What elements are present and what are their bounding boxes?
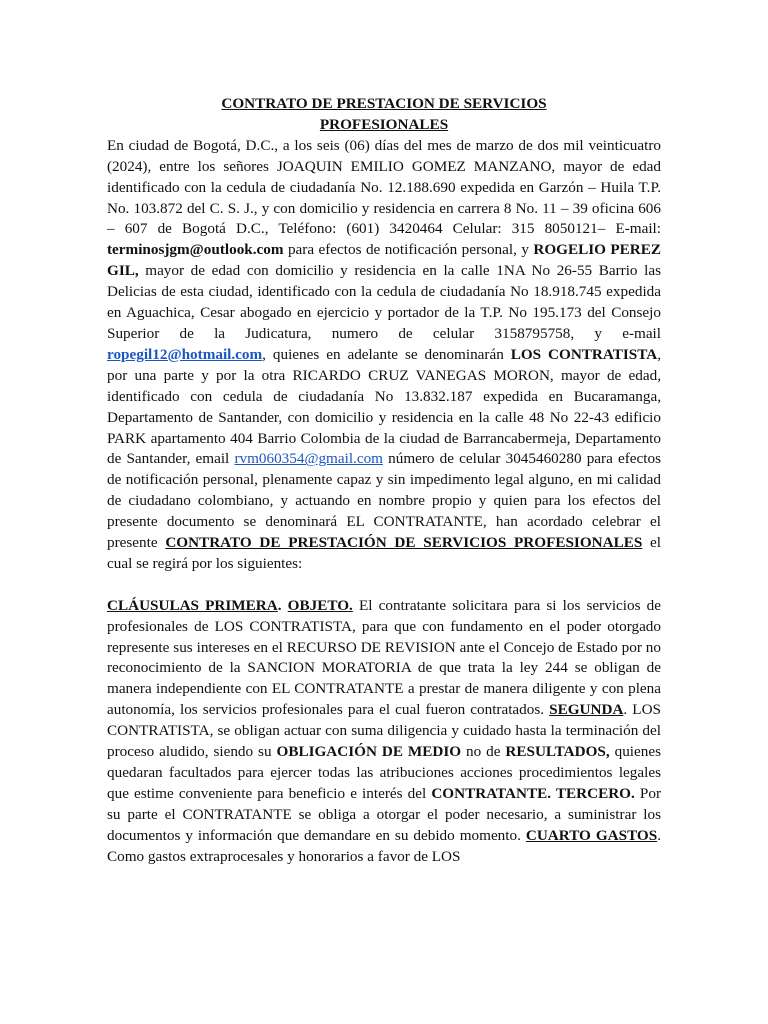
intro-text: número de celular 3045460280 para efectos de notificación personal, plenamente capaz y sin impedimento legal alguno, en mi calidad de ciudadano colombiano, y actuando en nombre propio y quien para los efectos del presente documento se denominará EL CONTRATANTE, han acordado celebrar el presente (107, 450, 661, 552)
intro-text: mayor de edad con domicilio y residencia en la calle 1NA No 26-55 Barrio las Delicias de esta ciudad, identificado con la cedula de ciudadanía No 18.918.745 expedida en Aguachica, Cesar abogado en ejercicio y portador de la T.P. No 195.173 del Consejo Superior de la Judicatura, numero de celular 3158795758, y e-mail (107, 262, 661, 342)
title-line-2: PROFESIONALES (319, 115, 449, 133)
paragraph-gap (107, 575, 661, 596)
title-line-1: CONTRATO DE PRESTACION DE SERVICIOS (221, 95, 547, 112)
clause-text: El contratante solicitara para si los servicios de profesionales de LOS CONTRATISTA, para que con fundamento en el poder otorgado represente sus intereses en el RECURSO DE REVISION ante el Concejo de Estado por no reconocimiento de la SANCION MORATORIA de que trata la ley 244 se obligan de manera independiente con EL CONTRATANTE a prestar de manera diligente y con plena autonomía, los servicios profesionales para el cual fueron contratados. (107, 596, 661, 719)
contratista-term: LOS CONTRATISTA (510, 345, 658, 363)
clause-text: . LOS CONTRATISTA, se obligan actuar con suma diligencia y cuidado hasta la terminación del proceso aludido, siendo su (107, 701, 661, 761)
clause-separator: . (277, 596, 288, 614)
clauses-paragraph (107, 596, 661, 868)
clause-text: . Como gastos extraprocesales y honorarios a favor de LOS (107, 826, 661, 865)
intro-paragraph (107, 136, 661, 575)
intro-text: , por una parte y por la otra RICARDO CRUZ VANEGAS MORON, mayor de edad, identificado con cedula de ciudadanía No 13.832.187 expedida en Bucaramanga, Departamento de Santander, con domicilio y residencia en la calle 48 No 22-43 edificio PARK apartamento 404 Barrio Colombia de la ciudad de Barrancabermeja, Departamento de Santander, email (107, 345, 661, 468)
clause-objeto-heading: OBJETO. (287, 596, 353, 614)
clause-segunda-heading: SEGUNDA (549, 701, 624, 719)
contract-name: CONTRATO DE PRESTACIÓN DE SERVICIOS PROFESIONALES (165, 534, 643, 552)
email-link-perez[interactable] (107, 346, 262, 363)
clause-text: no de (461, 743, 506, 761)
email-gomez: terminosjgm@outlook.com (107, 241, 284, 259)
obligacion-term: OBLIGACIÓN DE MEDIO (276, 743, 462, 761)
email-perez: ropegil12@hotmail.com (107, 345, 263, 363)
clause-cuarto-heading: CUARTO GASTOS (525, 826, 658, 844)
intro-text: , quienes en adelante se denominarán (262, 345, 511, 363)
intro-text: el cual se regirá por los siguientes: (107, 534, 661, 572)
email-link-vanegas[interactable]: rvm060354@gmail.com (234, 450, 383, 468)
document-title (107, 94, 661, 136)
intro-text: para efectos de notificación personal, y (283, 241, 534, 259)
clause-tercero-heading: CONTRATANTE. TERCERO. (431, 784, 635, 802)
resultados-term: RESULTADOS, (505, 743, 610, 761)
clause-primera-heading: CLÁUSULAS PRIMERA (107, 596, 278, 614)
document-page (107, 94, 661, 868)
intro-text: En ciudad de Bogotá, D.C., a los seis (06) días del mes de marzo de dos mil veinticuatro (2024), entre los señores JOAQUIN EMILIO GOMEZ MANZANO, mayor de edad identificado con la cedula de ciudadanía No. 12.188.690 expedida en Garzón – Huila T.P. No. 103.872 del C. S. J., y con domicilio y residencia en carrera 8 No. 11 – 39 oficina 606 – 607 de Bogotá D.C., Teléfono: (601) 3420464 Celular: 315 8050121– E-mail: (107, 136, 661, 238)
clause-text: quienes quedaran facultados para ejercer todas las atribuciones acciones procedimientos legales que estime conveniente para beneficio e interés del (107, 743, 661, 802)
clause-text: Por su parte el CONTRATANTE se obliga a otorgar el poder necesario, a suministrar los documentos y información que demandare en su debido momento. (107, 784, 662, 844)
party-name-perez: ROGELIO PEREZ GIL, (107, 241, 661, 280)
